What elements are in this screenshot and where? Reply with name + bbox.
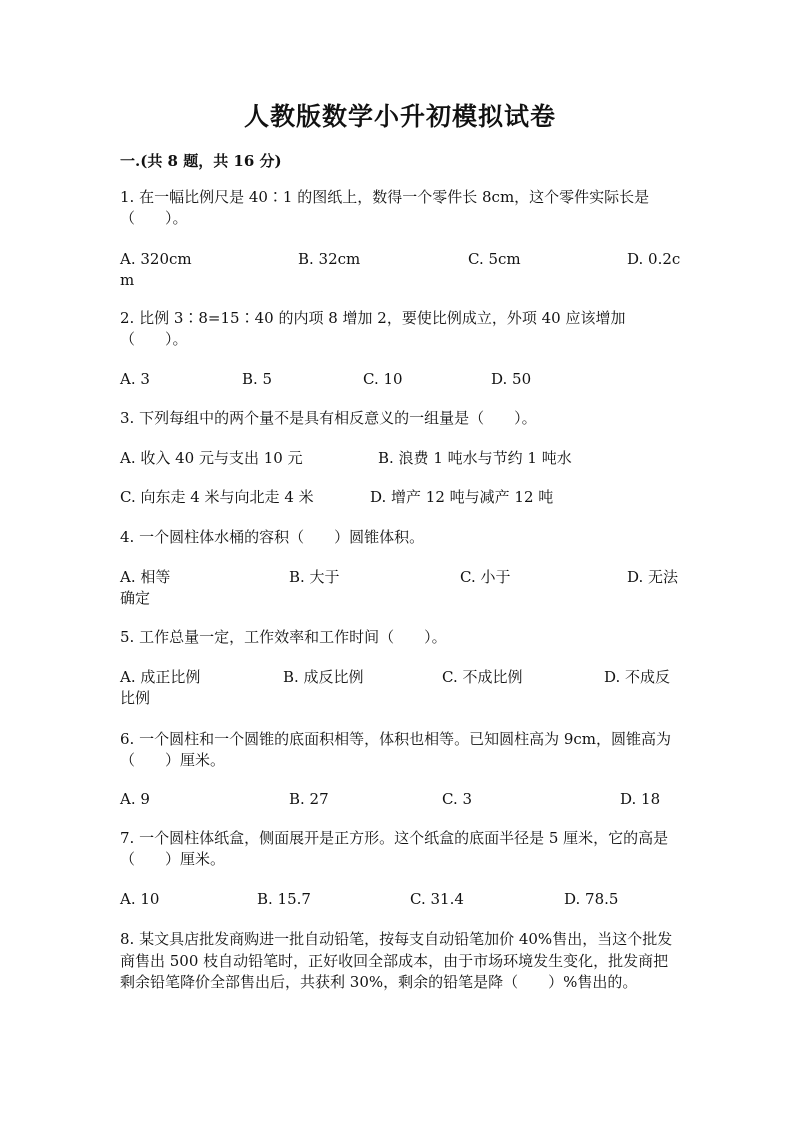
- section-heading: 一.(共 8 题，共 16 分): [120, 152, 282, 170]
- q1-option-d[interactable]: D. 0.2c: [627, 250, 681, 268]
- question-7: 7. 一个圆柱体纸盒，侧面展开是正方形。这个纸盒的底面半径是 5 厘米，它的高是（ ）厘米。: [120, 829, 669, 868]
- q7-option-b[interactable]: B. 15.7: [257, 890, 311, 908]
- q3-option-c[interactable]: C. 向东走 4 米与向北走 4 米: [120, 488, 314, 506]
- q7-option-c[interactable]: C. 31.4: [410, 890, 464, 908]
- q4-option-a[interactable]: A. 相等: [120, 568, 171, 586]
- q1-option-d-wrap: m: [120, 271, 135, 289]
- q5-option-a[interactable]: A. 成正比例: [120, 668, 201, 686]
- q5-option-b[interactable]: B. 成反比例: [283, 668, 364, 686]
- q5-option-d[interactable]: D. 不成反: [604, 668, 671, 686]
- question-8: 8. 某文具店批发商购进一批自动铅笔，按每支自动铅笔加价 40%售出，当这个批发商售出 500 枝自动铅笔时，正好收回全部成本，由于市场环境发生变化，批发商把剩余铅笔降价全部售出后，共获利 30%，剩余的铅笔是降（ ）%售出的。: [120, 930, 673, 991]
- q2-option-d[interactable]: D. 50: [491, 370, 532, 388]
- question-1: 1. 在一幅比例尺是 40∶1 的图纸上，数得一个零件长 8cm，这个零件实际长是（ ）。: [120, 188, 650, 227]
- question-5: 5. 工作总量一定，工作效率和工作时间（ ）。: [120, 628, 447, 646]
- question-3: 3. 下列每组中的两个量不是具有相反意义的一组量是（ ）。: [120, 409, 537, 427]
- q3-option-b[interactable]: B. 浪费 1 吨水与节约 1 吨水: [378, 449, 572, 467]
- q1-option-a[interactable]: A. 320cm: [120, 250, 192, 268]
- q7-option-a[interactable]: A. 10: [120, 890, 160, 908]
- question-2: 2. 比例 3∶8=15∶40 的内项 8 增加 2，要使比例成立，外项 40 应该增加（ ）。: [120, 309, 626, 348]
- q1-option-b[interactable]: B. 32cm: [298, 250, 361, 268]
- q6-option-d[interactable]: D. 18: [620, 790, 661, 808]
- q3-option-a[interactable]: A. 收入 40 元与支出 10 元: [120, 449, 303, 467]
- q6-option-b[interactable]: B. 27: [289, 790, 329, 808]
- q1-option-c[interactable]: C. 5cm: [468, 250, 521, 268]
- q2-option-b[interactable]: B. 5: [242, 370, 273, 388]
- q6-option-a[interactable]: A. 9: [120, 790, 150, 808]
- q4-option-b[interactable]: B. 大于: [289, 568, 340, 586]
- q5-option-c[interactable]: C. 不成比例: [442, 668, 523, 686]
- page-title: 人教版数学小升初模拟试卷: [243, 102, 556, 131]
- q2-option-a[interactable]: A. 3: [120, 370, 150, 388]
- q3-option-d[interactable]: D. 增产 12 吨与减产 12 吨: [370, 488, 554, 506]
- q6-option-c[interactable]: C. 3: [442, 790, 473, 808]
- q2-option-c[interactable]: C. 10: [363, 370, 403, 388]
- q4-option-d[interactable]: D. 无法: [627, 568, 679, 586]
- q4-option-d-wrap: 确定: [120, 589, 151, 607]
- question-6: 6. 一个圆柱和一个圆锥的底面积相等，体积也相等。已知圆柱高为 9cm，圆锥高为（ ）厘米。: [120, 730, 672, 769]
- q5-option-d-wrap: 比例: [120, 689, 151, 707]
- question-4: 4. 一个圆柱体水桶的容积（ ）圆锥体积。: [120, 528, 425, 546]
- q4-option-c[interactable]: C. 小于: [460, 568, 511, 586]
- q7-option-d[interactable]: D. 78.5: [564, 890, 619, 908]
